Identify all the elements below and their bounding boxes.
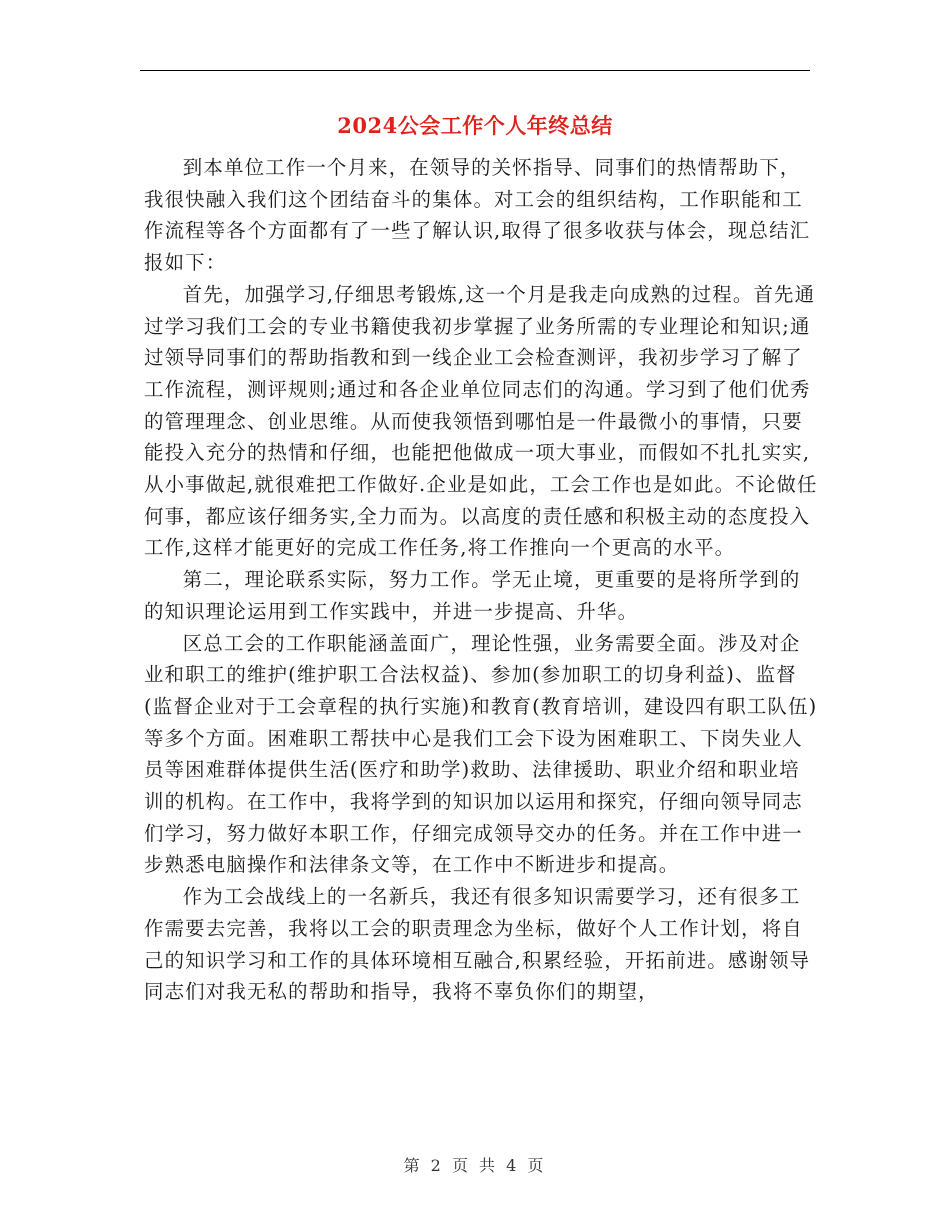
header-rule (140, 70, 810, 71)
page-indicator: 第 2 页 共 4 页 (403, 1156, 547, 1175)
document-title: 2024公会工作个人年终总结 (337, 113, 613, 138)
document-body (144, 152, 820, 1008)
paragraph-practice: 第二，理论联系实际，努力工作。学无止境，更重要的是将所学到的的知识理论运用到工作实践中，并进一步提高、升华。 (144, 568, 801, 623)
paragraph-closing: 作为工会战线上的一名新兵，我还有很多知识需要学习，还有很多工作需要去完善，我将以工会的职责理念为坐标，做好个人工作计划，将自己的知识学习和工作的具体环境相互融合,积累经验，开拓前进。感谢领导同志们对我无私的帮助和指导，我将不辜负你们的期望， (144, 885, 811, 1004)
paragraph-intro: 到本单位工作一个月来，在领导的关怀指导、同事们的热情帮助下，我很快融入我们这个团结奋斗的集体。对工会的组织结构，工作职能和工作流程等各个方面都有了一些了解认识,取得了很多收获与体会，现总结汇报如下： (144, 156, 811, 275)
paragraph-union-functions: 区总工会的工作职能涵盖面广，理论性强，业务需要全面。涉及对企业和职工的维护(维护职工合法权益)、参加(参加职工的切身利益)、监督(监督企业对于工会章程的执行实施)和教育(教育培训，建设四有职工队伍)等多个方面。困难职工帮扶中心是我们工会下设为困难职工、下岗失业人员等困难群体提供生活(医疗和助学)救助、法律援助、职业介绍和职业培训的机构。在工作中，我将学到的知识加以运用和探究，仔细向领导同志们学习，努力做好本职工作，仔细完成领导交办的任务。并在工作中进一步熟悉电脑操作和法律条文等，在工作中不断进步和提高。 (144, 631, 818, 877)
paragraph-learning: 首先，加强学习,仔细思考锻炼,这一个月是我走向成熟的过程。首先通过学习我们工会的专业书籍使我初步掌握了业务所需的专业理论和知识;通过领导同事们的帮助指教和到一线企业工会检查测评，我初步学习了解了工作流程，测评规则;通过和各企业单位同志们的沟通。学习到了他们优秀的管理理念、创业思维。从而使我领悟到哪怕是一件最微小的事情，只要能投入充分的热情和仔细，也能把他做成一项大事业，而假如不扎扎实实,从小事做起,就很难把工作做好.企业是如此，工会工作也是如此。不论做任何事，都应该仔细务实,全力而为。以高度的责任感和积极主动的态度投入工作,这样才能更好的完成工作任务,将工作推向一个更高的水平。 (144, 282, 818, 560)
